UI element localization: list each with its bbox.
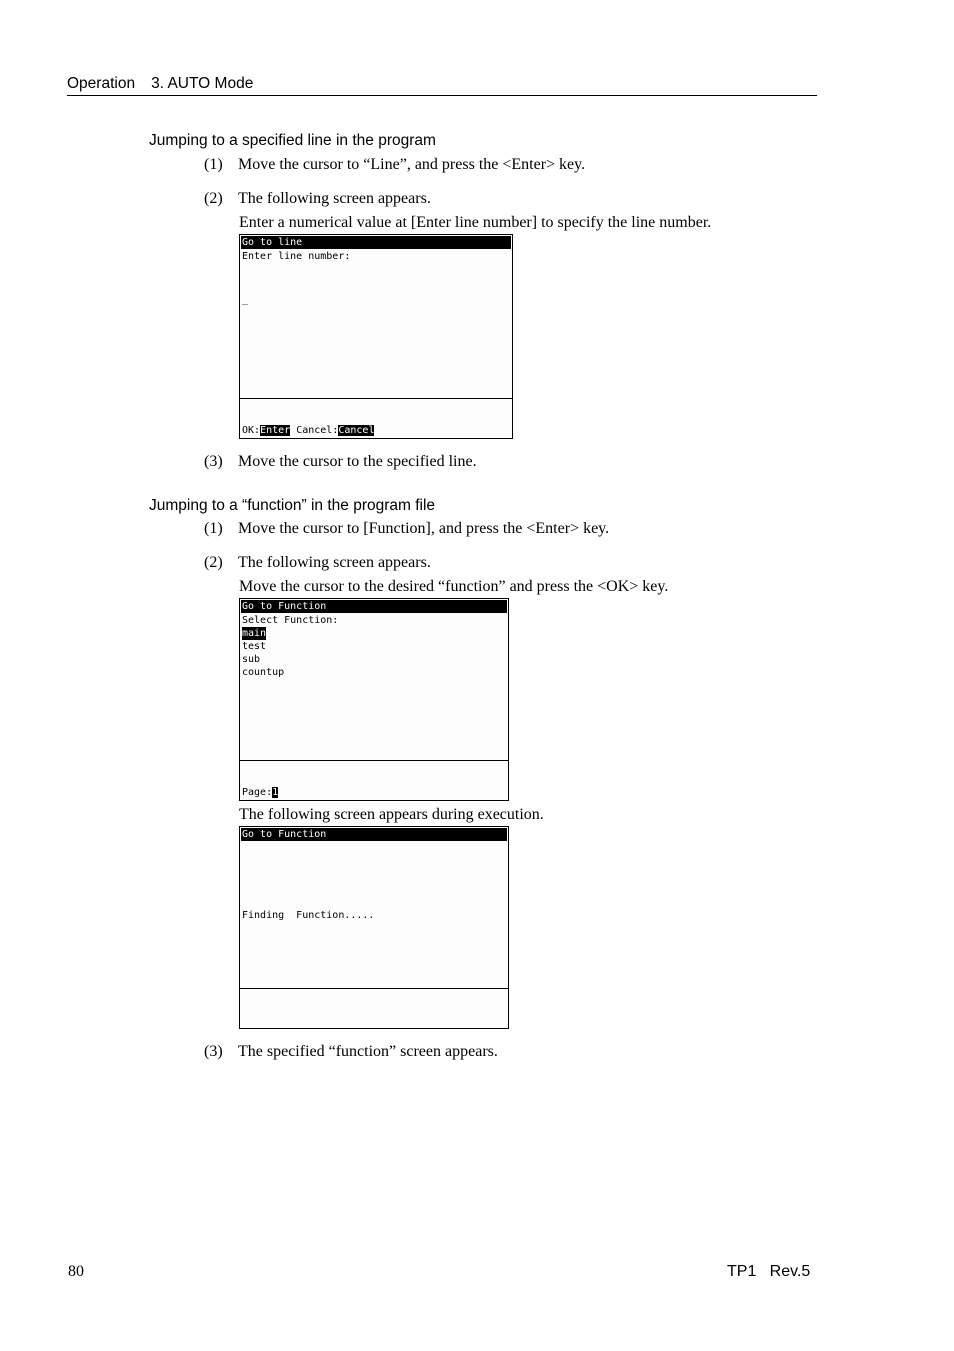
screen-title: Go to line [241,236,511,249]
page-label: Page: [242,787,273,798]
execution-note: The following screen appears during execution. [239,806,544,823]
step-detail: Move the cursor to the desired “function” and press the <OK> key. [239,578,669,595]
cancel-softkey[interactable]: Cancel [338,425,375,436]
cancel-label: Cancel: [290,425,339,436]
step-item [204,453,477,471]
enter-softkey[interactable]: Enter [260,425,291,436]
screen-title: Go to Function [241,828,507,841]
step-item [204,156,585,174]
step-number: (2) [204,554,223,571]
step-text: The following screen appears. [238,554,431,571]
select-function-prompt: Select Function: [242,615,339,626]
function-item-test[interactable]: test [242,641,267,652]
section-heading-function: Jumping to a “function” in the program file [149,497,436,514]
header-chapter: 3. AUTO Mode [151,75,254,92]
step-text: Move the cursor to [Function], and press the <Enter> key. [238,520,610,537]
step-text: Move the cursor to the specified line. [238,453,477,470]
ok-label: OK: [242,425,261,436]
step-item [204,1043,498,1061]
line-number-input[interactable]: _ [242,294,249,305]
step-number: (3) [204,453,223,470]
screen-divider [240,988,508,989]
go-to-line-screen [239,234,513,439]
screen-title: Go to Function [241,600,507,613]
step-number: (1) [204,520,223,537]
page-indicator [242,786,278,799]
page-header [67,75,817,96]
step-number: (2) [204,190,223,207]
step-item [204,190,431,208]
step-item [204,520,609,538]
function-item-countup[interactable]: countup [242,667,285,678]
function-item-sub[interactable]: sub [242,654,261,665]
step-text: The following screen appears. [238,190,431,207]
step-number: (1) [204,156,223,173]
screen-softkeys [242,424,374,437]
step-detail: Enter a numerical value at [Enter line number] to specify the line number. [239,214,712,231]
screen-divider [240,760,508,761]
step-text: Move the cursor to “Line”, and press the <Enter> key. [238,156,586,173]
section-heading-line: Jumping to a specified line in the program [149,132,436,149]
step-text: The specified “function” screen appears. [238,1043,498,1060]
document-revision: TP1 Rev.5 [727,1263,811,1280]
go-to-function-screen [239,598,509,801]
function-item-main[interactable]: main [242,628,267,639]
step-item [204,554,431,572]
finding-function-screen [239,826,509,1029]
step-number: (3) [204,1043,223,1060]
line-number-prompt: Enter line number: [242,251,351,262]
page-value[interactable]: 1 [272,787,279,798]
page-number: 80 [68,1263,84,1280]
screen-divider [240,398,512,399]
header-section: Operation [67,75,136,92]
finding-function-message: Finding Function..... [242,910,375,921]
